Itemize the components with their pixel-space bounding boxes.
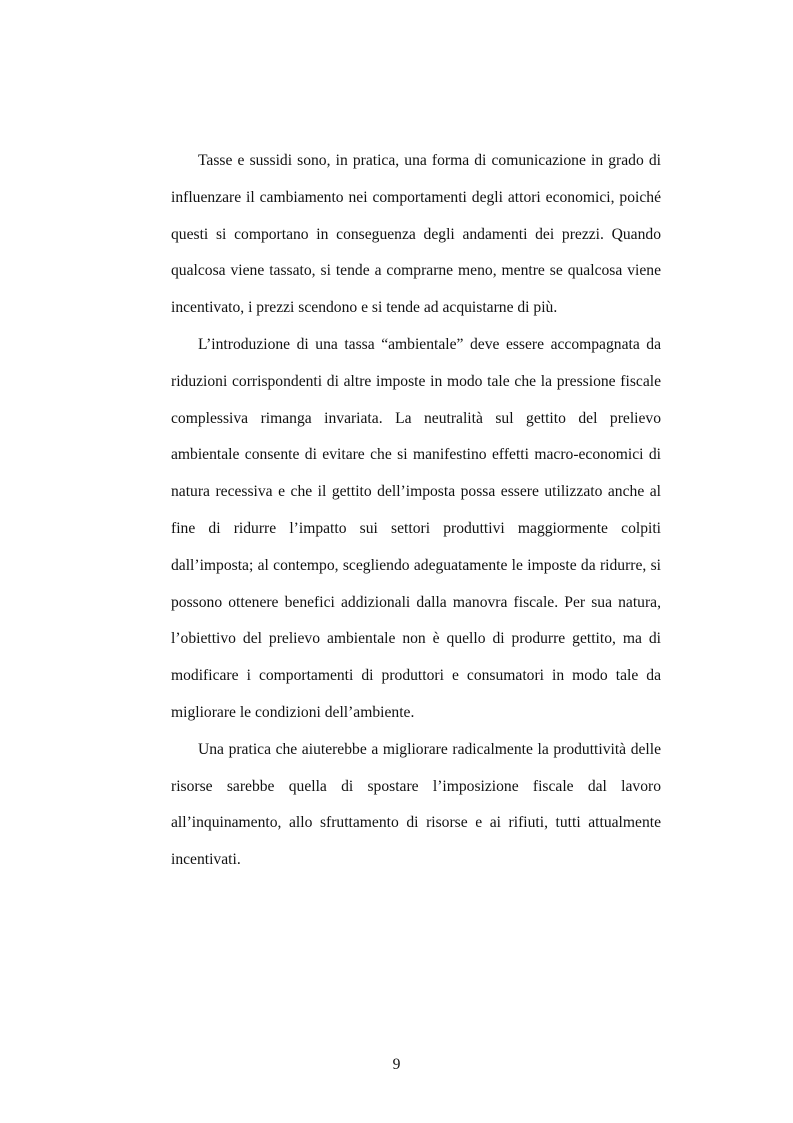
paragraph-3: Una pratica che aiuterebbe a migliorare radicalmente la produttività delle risorse sarebbe quella di spostare l’imposizione fiscale dal lavoro all’inquinamento, allo sfruttamento di risorse e ai rifiuti, tutti attualmente incentivati. (171, 740, 661, 869)
page-number: 9 (392, 1056, 401, 1073)
paragraph-1: Tasse e sussidi sono, in pratica, una forma di comunicazione in grado di influenzare il cambiamento nei comportamenti degli attori economici, poiché questi si comportano in conseguenza degli andamenti dei prezzi. Quando qualcosa viene tassato, si tende a comprarne meno, mentre se qualcosa viene incentivato, i prezzi scendono e si tende ad acquistarne di più. (171, 152, 661, 317)
body-text (171, 143, 661, 879)
paragraph-2: L’introduzione di una tassa “ambientale” deve essere accompagnata da riduzioni corrispondenti di altre imposte in modo tale che la pressione fiscale complessiva rimanga invariata. La neutralità sul gettito del prelievo ambientale consente di evitare che si manifestino effetti macro-economici di natura recessiva e che il gettito dell’imposta possa essere utilizzato anche al fine di ridurre l’impatto sui settori produttivi maggiormente colpiti dall’imposta; al contempo, scegliendo adeguatamente le imposte da ridurre, si possono ottenere benefici addizionali dalla manovra fiscale. Per sua natura, l’obiettivo del prelievo ambientale non è quello di produrre gettito, ma di modificare i comportamenti di produttori e consumatori in modo tale da migliorare le condizioni dell’ambiente. (171, 335, 661, 721)
